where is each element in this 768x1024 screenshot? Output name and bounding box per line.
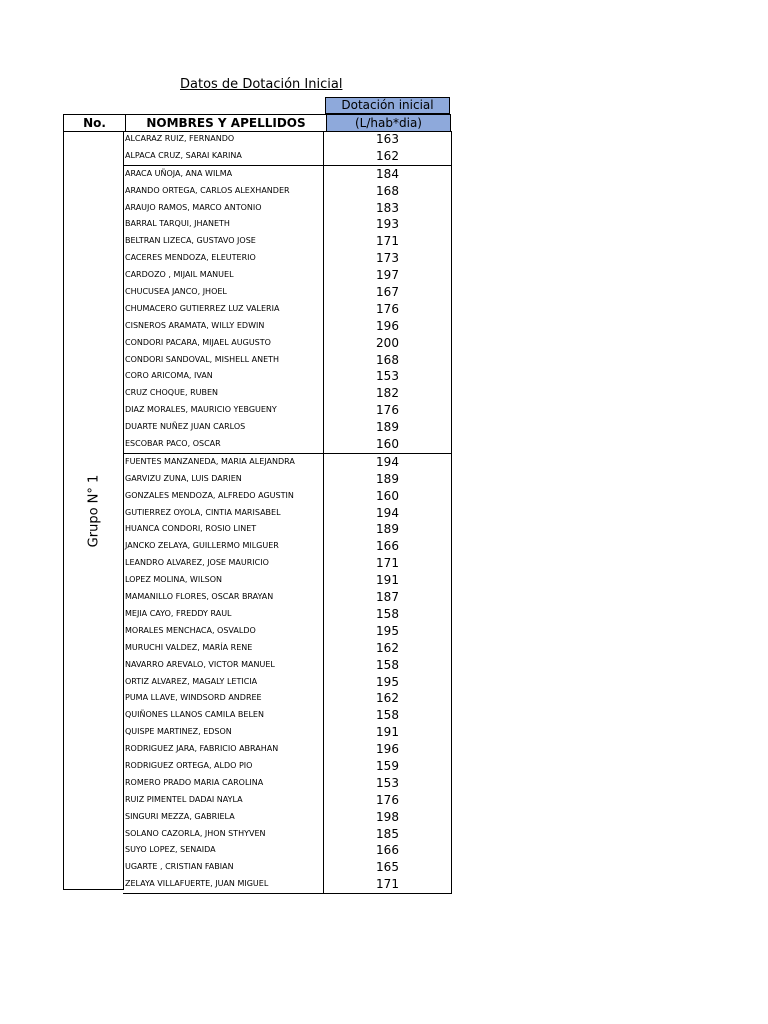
page-title: Datos de Dotación Inicial: [180, 77, 343, 92]
table-row: [123, 301, 451, 318]
table-row: [123, 368, 451, 385]
student-name: HUANCA CONDORI, ROSIO LINET: [123, 521, 324, 538]
student-name: QUIÑONES LLANOS CAMILA BELEN: [123, 707, 324, 724]
table-row: [123, 606, 451, 623]
dotacion-value: 191: [376, 725, 399, 740]
student-name: QUISPE MARTINEZ, EDSON: [123, 724, 324, 741]
dotacion-value: 195: [376, 623, 399, 638]
table-row: [123, 707, 451, 724]
dotacion-value: 171: [376, 877, 399, 892]
student-name: ALCARAZ RUIZ, FERNANDO: [123, 131, 324, 148]
student-name: RODRIGUEZ JARA, FABRICIO ABRAHAN: [123, 741, 324, 758]
student-name: CHUCUSEA JANCO, JHOEL: [123, 284, 324, 301]
dotacion-value: 153: [376, 369, 399, 384]
table-row: [123, 318, 451, 335]
dotacion-value: 173: [376, 251, 399, 266]
student-name: DIAZ MORALES, MAURICIO YEBGUENY: [123, 402, 324, 419]
student-name: MURUCHI VALDEZ, MARÍA RENE: [123, 640, 324, 657]
dotacion-value: 167: [376, 285, 399, 300]
student-name: ESCOBAR PACO, OSCAR: [123, 436, 324, 453]
dotacion-value: 193: [376, 217, 399, 232]
table-row: [123, 842, 451, 859]
dotacion-value: 176: [376, 301, 399, 316]
table-row: [123, 538, 451, 555]
header-names: NOMBRES Y APELLIDOS: [126, 115, 327, 131]
dotacion-value: 195: [376, 674, 399, 689]
table-row: [123, 335, 451, 352]
dotacion-value: 196: [376, 318, 399, 333]
student-name: CRUZ CHOQUE, RUBEN: [123, 385, 324, 402]
dotacion-value: 158: [376, 606, 399, 621]
dotacion-value: 158: [376, 657, 399, 672]
table-row: [123, 284, 451, 301]
table-row: [123, 521, 451, 538]
dotacion-value: 171: [376, 556, 399, 571]
student-name: MORALES MENCHACA, OSVALDO: [123, 623, 324, 640]
student-name: ARANDO ORTEGA, CARLOS ALEXHANDER: [123, 183, 324, 200]
header-no: No.: [64, 115, 126, 131]
table-row: [123, 165, 451, 183]
student-name: BELTRAN LIZECA, GUSTAVO JOSE: [123, 233, 324, 250]
dotacion-value: 184: [376, 166, 399, 181]
dotacion-value: 200: [376, 335, 399, 350]
table-row: [123, 505, 451, 522]
table-row: [123, 352, 451, 369]
dotacion-value: 163: [376, 132, 399, 146]
table-row: [123, 216, 451, 233]
dotacion-value: 159: [376, 758, 399, 773]
student-name: GARVIZU ZUNA, LUIS DARIEN: [123, 471, 324, 488]
table-row: [123, 555, 451, 572]
dotacion-value: 166: [376, 843, 399, 858]
student-name: ARAUJO RAMOS, MARCO ANTONIO: [123, 200, 324, 217]
dotacion-value: 196: [376, 742, 399, 757]
student-name: ZELAYA VILLAFUERTE, JUAN MIGUEL: [123, 876, 324, 893]
table-row: [123, 809, 451, 826]
table-row: [123, 775, 451, 792]
dotacion-value: 160: [376, 488, 399, 503]
table-row: [123, 792, 451, 809]
table-row: [123, 657, 451, 674]
table-row: [123, 436, 451, 453]
dotacion-value: 166: [376, 539, 399, 554]
dotacion-value: 153: [376, 775, 399, 790]
table-row: [123, 640, 451, 657]
student-name: LEANDRO ALVAREZ, JOSE MAURICIO: [123, 555, 324, 572]
student-name: MEJIA CAYO, FREDDY RAUL: [123, 606, 324, 623]
table-row: [123, 419, 451, 436]
table-row: [123, 690, 451, 707]
table-row: [123, 402, 451, 419]
student-name: CONDORI SANDOVAL, MISHELL ANETH: [123, 352, 324, 369]
student-name: SUYO LOPEZ, SENAIDA: [123, 842, 324, 859]
student-name: SOLANO CAZORLA, JHON STHYVEN: [123, 826, 324, 843]
dotacion-value: 182: [376, 386, 399, 401]
dotacion-value: 189: [376, 420, 399, 435]
table-row: [123, 267, 451, 284]
dotacion-value: 176: [376, 792, 399, 807]
header-dotacion-unit: (L/hab*dia): [327, 115, 450, 131]
student-name: GUTIERREZ OYOLA, CINTIA MARISABEL: [123, 505, 324, 522]
student-name: NAVARRO AREVALO, VICTOR MANUEL: [123, 657, 324, 674]
table-row: [123, 488, 451, 505]
table-row: [123, 876, 451, 893]
table-row: [123, 758, 451, 775]
student-name: DUARTE NUÑEZ JUAN CARLOS: [123, 419, 324, 436]
student-name: FUENTES MANZANEDA, MARIA ALEJANDRA: [123, 454, 324, 471]
dotacion-value: 185: [376, 826, 399, 841]
table-row: [123, 233, 451, 250]
student-name: ARACA UÑOJA, ANA WILMA: [123, 166, 324, 183]
table-row: [123, 148, 451, 165]
student-name: SINGURI MEZZA, GABRIELA: [123, 809, 324, 826]
student-name: PUMA LLAVE, WINDSORD ANDREE: [123, 690, 324, 707]
student-name: ROMERO PRADO MARIA CAROLINA: [123, 775, 324, 792]
dotacion-header-top: Dotación inicial: [325, 97, 450, 114]
table-header: [63, 114, 451, 132]
student-name: CHUMACERO GUTIERREZ LUZ VALERIA: [123, 301, 324, 318]
group-cell: [63, 131, 124, 890]
student-name: CARDOZO , MIJAIL MANUEL: [123, 267, 324, 284]
student-name: RODRIGUEZ ORTEGA, ALDO PIO: [123, 758, 324, 775]
table-row: [123, 200, 451, 217]
dotacion-value: 162: [376, 148, 399, 163]
student-name: RUIZ PIMENTEL DADAI NAYLA: [123, 792, 324, 809]
table-row: [123, 674, 451, 691]
student-name: LOPEZ MOLINA, WILSON: [123, 572, 324, 589]
table-row: [123, 859, 451, 876]
dotacion-value: 198: [376, 809, 399, 824]
dotacion-value: 168: [376, 352, 399, 367]
dotacion-value: 158: [376, 708, 399, 723]
table-row: [123, 453, 451, 471]
dotacion-value: 187: [376, 590, 399, 605]
table-row: [123, 183, 451, 200]
dotacion-value: 171: [376, 234, 399, 249]
table-row: [123, 131, 451, 148]
student-name: UGARTE , CRISTIAN FABIAN: [123, 859, 324, 876]
dotacion-value: 168: [376, 183, 399, 198]
table-row: [123, 385, 451, 402]
dotacion-value: 191: [376, 573, 399, 588]
student-name: CONDORI PACARA, MIJAEL AUGUSTO: [123, 335, 324, 352]
student-name: CORO ARICOMA, IVAN: [123, 368, 324, 385]
dotacion-value: 160: [376, 437, 399, 452]
dotacion-value: 194: [376, 454, 399, 469]
data-table: [123, 131, 452, 894]
dotacion-value: 194: [376, 505, 399, 520]
student-name: CISNEROS ARAMATA, WILLY EDWIN: [123, 318, 324, 335]
table-row: [123, 724, 451, 741]
student-name: CACERES MENDOZA, ELEUTERIO: [123, 250, 324, 267]
dotacion-value: 189: [376, 522, 399, 537]
table-row: [123, 471, 451, 488]
dotacion-value: 183: [376, 200, 399, 215]
dotacion-value: 162: [376, 691, 399, 706]
dotacion-value: 165: [376, 860, 399, 875]
student-name: GONZALES MENDOZA, ALFREDO AGUSTIN: [123, 488, 324, 505]
dotacion-value: 197: [376, 268, 399, 283]
student-name: JANCKO ZELAYA, GUILLERMO MILGUER: [123, 538, 324, 555]
table-row: [123, 250, 451, 267]
student-name: ORTIZ ALVAREZ, MAGALY LETICIA: [123, 674, 324, 691]
dotacion-value: 162: [376, 640, 399, 655]
group-label: Grupo N° 1: [86, 474, 101, 547]
table-row: [123, 589, 451, 606]
dotacion-value: 189: [376, 471, 399, 486]
student-name: ALPACA CRUZ, SARAI KARINA: [123, 148, 324, 165]
table-row: [123, 623, 451, 640]
table-row: [123, 741, 451, 758]
dotacion-value: 176: [376, 403, 399, 418]
student-name: MAMANILLO FLORES, OSCAR BRAYAN: [123, 589, 324, 606]
table-row: [123, 572, 451, 589]
student-name: BARRAL TARQUI, JHANETH: [123, 216, 324, 233]
table-row: [123, 826, 451, 843]
